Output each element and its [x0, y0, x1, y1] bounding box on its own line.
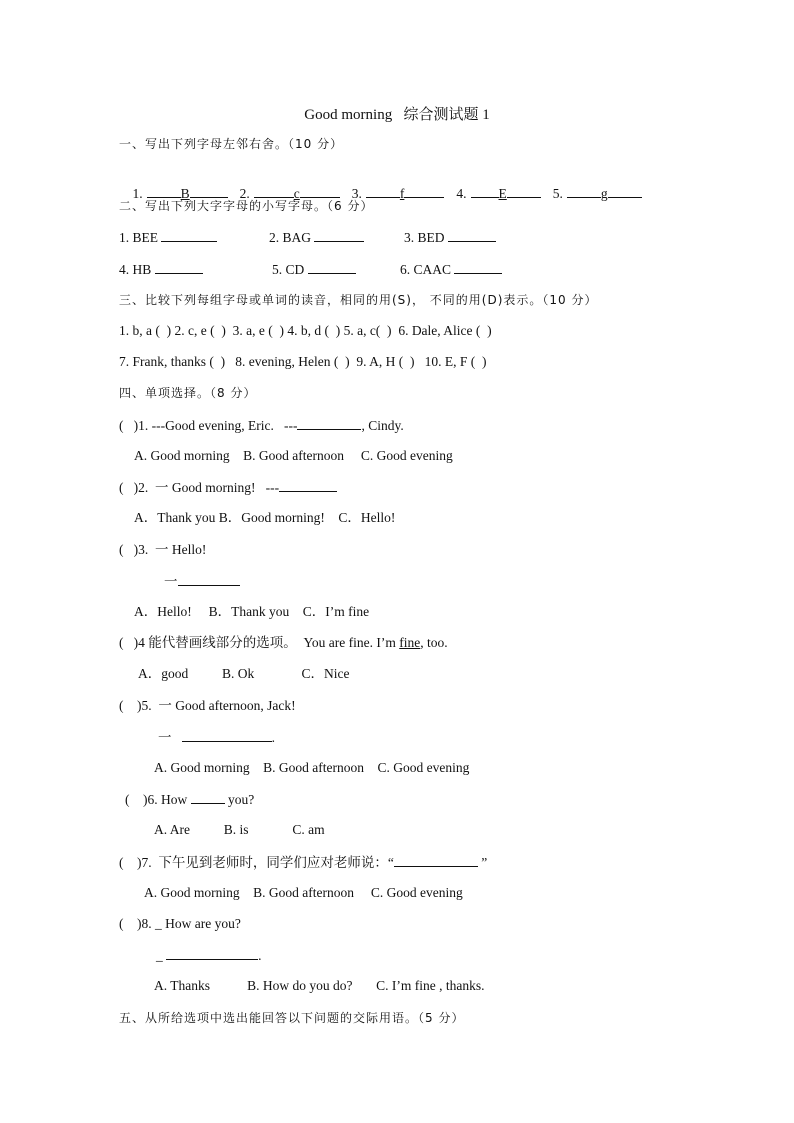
- section-4-heading: 四、单项选择。（8 分）: [119, 386, 257, 400]
- s1-item-5-num: 5.: [552, 186, 563, 201]
- s1-item-3-letter: f: [399, 186, 405, 201]
- q5-reply: 一 .: [158, 730, 275, 745]
- answer-blank[interactable]: [155, 260, 203, 274]
- answer-blank[interactable]: [366, 184, 400, 198]
- answer-blank[interactable]: [454, 260, 502, 274]
- s2-item-4: 4. HB: [119, 260, 203, 279]
- section-1-heading: 一、写出下列字母左邻右舍。（10 分）: [119, 137, 344, 151]
- answer-blank[interactable]: [308, 260, 356, 274]
- s1-item-4-letter: E: [498, 186, 507, 201]
- q5-options: A. Good morning B. Good afternoon C. Good evening: [154, 760, 470, 775]
- q7-stem: ( )7. 下午见到老师时，同学们应对老师说：“ ”: [119, 855, 488, 870]
- s1-item-4-num: 4.: [456, 186, 467, 201]
- answer-blank[interactable]: [147, 184, 181, 198]
- q6-stem: ( )6. How you?: [125, 792, 255, 807]
- s1-item-1-num: 1.: [132, 186, 143, 201]
- s2-item-1: 1. BEE: [119, 228, 217, 247]
- page-title: Good morning 综合测试题 1: [304, 107, 490, 123]
- answer-blank[interactable]: [567, 184, 601, 198]
- s1-item-2-num: 2.: [239, 186, 250, 201]
- answer-blank[interactable]: [314, 228, 364, 242]
- s3-line-2: 7. Frank, thanks ( ) 8. evening, Helen ( ) 9. A, H ( ) 10. E, F ( ): [119, 354, 487, 369]
- s2-item-5: 5. CD: [272, 260, 356, 279]
- q1-options: A. Good morning B. Good afternoon C. Good evening: [134, 448, 453, 463]
- answer-blank[interactable]: [182, 728, 272, 742]
- q7-options: A. Good morning B. Good afternoon C. Good evening: [144, 885, 463, 900]
- s2-item-2: 2. BAG: [269, 228, 364, 247]
- answer-blank[interactable]: [608, 184, 642, 198]
- s1-item-2-letter: c: [293, 186, 300, 201]
- q2-options: A．Thank you B．Good morning! C．Hello!: [134, 510, 396, 525]
- q3-options: A．Hello! B．Thank you C．I’m fine: [134, 604, 370, 619]
- q8-reply: _ .: [156, 948, 262, 963]
- answer-blank[interactable]: [394, 853, 478, 867]
- q4-stem: ( )4 能代替画线部分的选项。 You are fine. I’m fine, too.: [119, 635, 448, 650]
- answer-blank[interactable]: [279, 478, 337, 492]
- answer-blank[interactable]: [300, 184, 340, 198]
- answer-blank[interactable]: [471, 184, 499, 198]
- answer-blank[interactable]: [404, 184, 444, 198]
- s1-item-1-letter: B: [180, 186, 190, 201]
- q5-stem: ( )5. 一 Good afternoon, Jack!: [119, 698, 296, 713]
- s3-line-1: 1. b, a ( ) 2. c, e ( ) 3. a, e ( ) 4. b, d ( ) 5. a, c( ) 6. Dale, Alice ( ): [119, 323, 492, 338]
- s1-item-3-num: 3.: [351, 186, 362, 201]
- s1-item-5-letter: g: [600, 186, 608, 201]
- section-2-heading: 二、写出下列大字字母的小写字母。（6 分）: [119, 199, 374, 213]
- answer-blank[interactable]: [166, 946, 258, 960]
- s2-item-3: 3. BED: [404, 228, 496, 247]
- answer-blank[interactable]: [190, 184, 228, 198]
- q8-options: A. Thanks B. How do you do? C. I’m fine , thanks.: [154, 978, 485, 993]
- underlined-word: fine: [399, 635, 421, 650]
- section-3-heading: 三、比较下列每组字母或单词的读音，相同的用(S)， 不同的用(D)表示。（10 分）: [119, 293, 598, 307]
- answer-blank[interactable]: [297, 416, 361, 430]
- q4-options: A．good B. Ok C．Nice: [138, 666, 350, 681]
- q6-options: A. Are B. is C. am: [154, 822, 325, 837]
- q2-stem: ( )2. 一 Good morning! ---: [119, 478, 337, 497]
- answer-blank[interactable]: [191, 790, 225, 804]
- q3-reply: 一: [164, 572, 240, 591]
- section-5-heading: 五、从所给选项中选出能回答以下问题的交际用语。（5 分）: [119, 1011, 465, 1025]
- answer-blank[interactable]: [448, 228, 496, 242]
- q1-stem: ( )1. ---Good evening, Eric. --- , Cindy.: [119, 418, 404, 433]
- q3-stem: ( )3. 一 Hello!: [119, 542, 207, 557]
- q8-stem: ( )8. _ How are you?: [119, 916, 241, 931]
- s2-item-6: 6. CAAC: [400, 260, 502, 279]
- answer-blank[interactable]: [178, 572, 240, 586]
- answer-blank[interactable]: [254, 184, 294, 198]
- answer-blank[interactable]: [507, 184, 541, 198]
- answer-blank[interactable]: [161, 228, 217, 242]
